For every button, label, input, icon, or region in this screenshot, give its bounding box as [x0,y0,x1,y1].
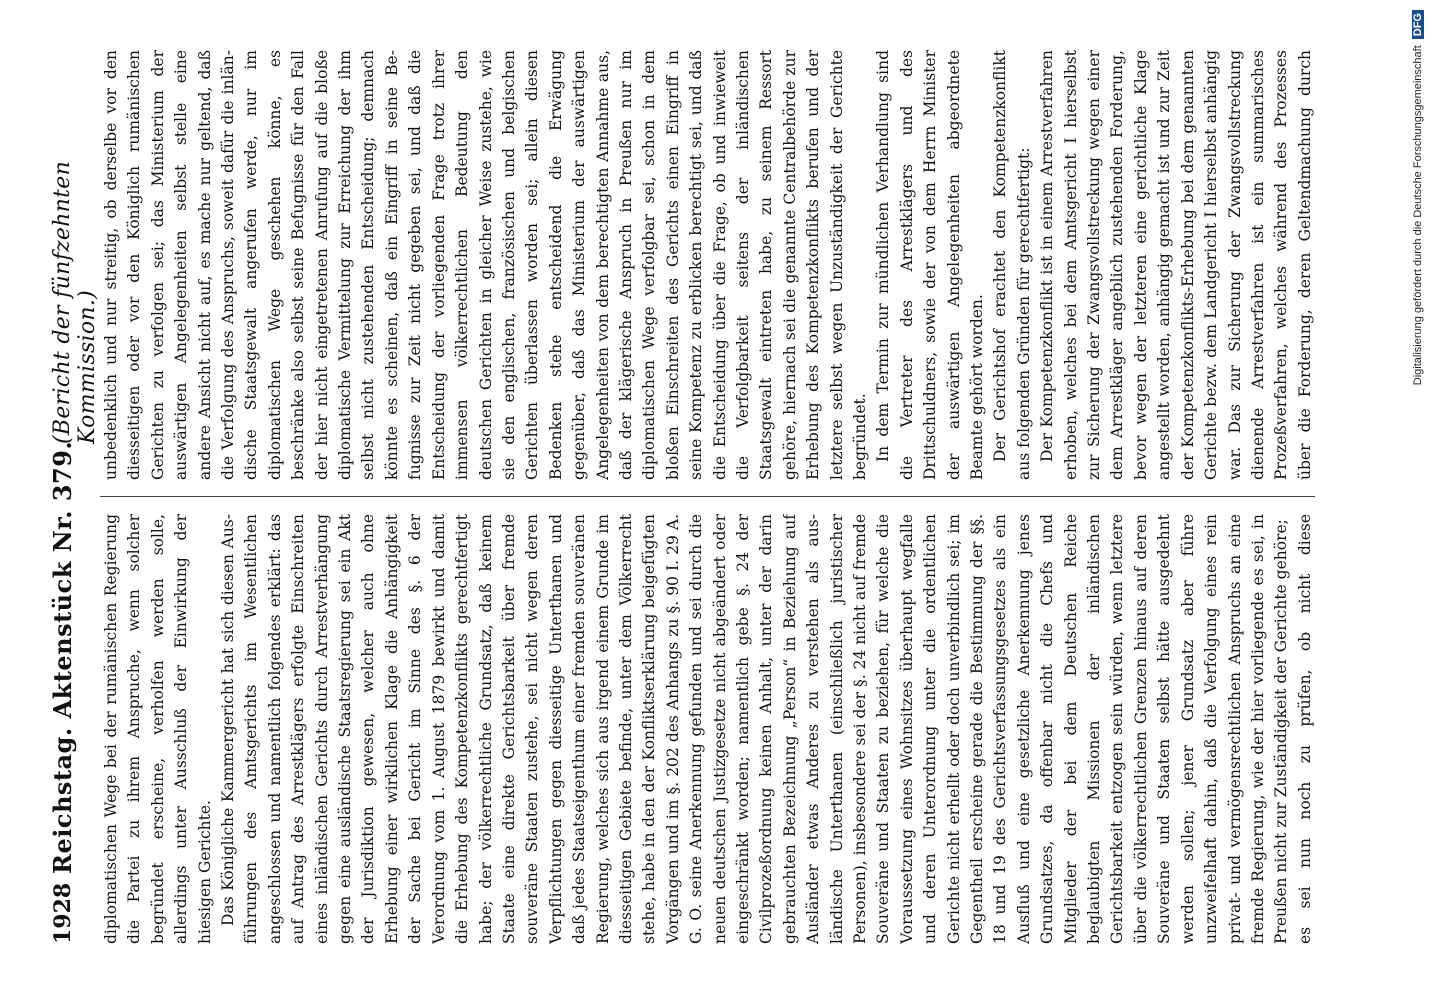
paragraph: In dem Termin zur mündlichen Verhandlung sind die Vertreter des Arrestklägers und des Drittschuldners, sowie der von dem Herrn Minister der auswärtigen Angelegenheiten abgeordnete Beamte gehört worden. [874,50,987,480]
paragraph: diplomatischen Wege bei der rumänischen Regierung die Partei zu ihrem Anspruche, wenn solcher begründet erscheine, verholfen werden solle, allerdings unter Ausschluß der Einwirkung der hiesigen Gerichte. [102,514,214,944]
digitization-credit [1412,10,1424,800]
paragraph: Das Königliche Kammergericht hat sich diesen Ausführungen des Amtsgerichts im Wesentlichen angeschlossen und namentlich folgendes erklärt: das auf Antrag des Arrestklägers erfolgte Einschreiten eines inländischen Gerichts durch Arrestverhängung gegen eine ausländische Staatsregierung sei ein Akt der Jurisdiktion gewesen, welcher auch ohne Erhebung einer wirklichen Klage die Anhängigkeit der Sache bei Gericht im Sinne des §. 6 der Verordnung vom 1. August 1879 bewirkt und damit die Erhebung des Kompetenzkonflikts gerechtfertigt habe; der völkerrechtliche Grundsatz, daß keinem Staate eine direkte Gerichtsbarkeit über fremde souveräne Staaten zustehe, sei nicht wegen deren Verpflichtungen gegen diesseitige Unterthanen und daß jedes Staatseigenthum einer fremden souveränen Regierung, welches sich aus irgend einem Grunde im diesseitigen Gebiete befinde, unter dem Völkerrecht stehe, habe in den der Konfliktserklärung beigefügten Vorgängen und im §. 202 des Anhangs zu §. 90 I. 29 A. G. O. seine Anerkennung gefunden und sei durch die neuen deutschen Justizgesetze nicht abgeändert oder eingeschränkt worden; namentlich gebe §. 24 der Civilprozeßordnung keinen Anhalt, unter der darin gebrauchten Bezeichnung „Person“ in Beziehung auf Ausländer etwas Anderes zu verstehen als ausländische Unterthanen (einschließlich juristischer Personen), insbesondere sei der §. 24 nicht auf fremde Souveräne und Staaten zu beziehen, für welche die Voraussetzung eines Wohnsitzes überhaupt wegfalle und deren Unterordnung unter die ordentlichen Gerichte nicht erhellt oder doch unverbindlich sei; im Gegentheil erscheine gerade die Bestimmung der §§. 18 und 19 des Gerichtsverfassungsgesetzes als ein Ausfluß und eine gesetzliche Anerkennung jenes Grundsatzes, da offenbar nicht die Chefs und Mitglieder der bei dem Deutschen Reiche beglaubigten Missionen der inländischen Gerichtsbarkeit entzogen sein würden, wenn letztere über die völkerrechtlichen Grenzen hinaus auf deren Souveräne und Staaten selbst hätte ausgedehnt werden sollen; jener Grundsatz aber führe unzweifelhaft dahin, daß die Verfolgung eines rein privat- und vermögensrechtlichen Anspruchs an eine fremde Regierung, wie der hier vorliegende es sei, in Preußen nicht zur Zuständigkeit der Gerichte gehöre; [219,514,1291,944]
page-header [44,34,100,944]
paragraph: es sei nun noch zu prüfen, ob nicht diese [1295,514,1314,944]
text-column-left [100,514,1315,944]
page-number: 1928 [50,882,76,944]
text-column-right [100,50,1315,480]
column-divider [100,496,1315,497]
paragraph: Der Kompetenzkonflikt ist in einem Arrestverfahren erhoben, welches bei dem Amtsgericht I hierselbst zur Sicherung der Zwangsvollstreckung wegen einer dem Arrestkläger angeblich zustehenden Forderung, bevor wegen der letzteren eine gerichtliche Klage angestellt worden, anhängig gemacht ist und zur Zeit der Kompetenzkonflikts-Erhebung bei dem genannten Gerichte bezw. dem Landgericht I hierselbst anhängig war. Das zur Sicherung der Zwangsvollstreckung dienende Arrestverfahren ist ein summarisches Prozeßverfahren, welches während des Prozesses über die Forderung, deren Geltendmachung durch [1038,50,1314,480]
document-title: Reichstag. Aktenstück Nr. 379. [48,440,77,874]
paragraph: unbedenklich und nur streitig, ob derselbe vor den diesseitigen oder vor den Königlich rumänischen Gerichten zu verfolgen sei; das Ministerium der auswärtigen Angelegenheiten selbst stelle eine andere Ansicht nicht auf, es mache nur geltend, daß die Verfolgung des Anspruchs, soweit dafür die inländische Staatsgewalt angerufen werde, nur im diplomatischen Wege geschehen könne, es beschränke also selbst seine Befugnisse für den Fall der hier nicht eingetretenen Anrufung auf die bloße diplomatische Vermittelung zur Erreichung der ihm selbst nicht zustehenden Entscheidung; demnach könnte es scheinen, daß ein Eingriff in seine Befugnisse zur Zeit nicht gegeben sei, und daß die Entscheidung der vorliegenden Frage trotz ihrer immensen völkerrechtlichen Bedeutung den deutschen Gerichten in gleicher Weise zustehe, wie sie den englischen, französischen und belgischen Gerichten überlassen worden sei; allein diesen Bedenken stehe entscheidend die Erwägung gegenüber, daß das Ministerium der auswärtigen Angelegenheiten von dem berechtigten Annahme aus, daß der klägerische Anspruch in Preußen nur im diplomatischen Wege verfolgbar sei, schon in dem bloßen Einschreiten des Gerichts einen Eingriff in seine Kompetenz zu erblicken berechtigt sei, und daß die Entscheidung über die Frage, ob und inwieweit die Verfolgbarkeit seitens der inländischen Staatsgewalt eintreten habe, zu seinem Ressort gehöre, hiernach sei die genannte Centralbehörde zur Erhebung des Kompetenzkonflikts berufen und der letztere selbst wegen Unzuständigkeit der Gerichte begründet. [102,50,869,480]
commission-label: (Bericht der fünfzehnten Kommission.) [50,160,100,444]
credit-text: Digitalisierung gefördert durch die Deutsche Forschungsgemeinschaft [1412,45,1424,386]
paragraph: Der Gerichtshof erachtet den Kompetenzkonflikt aus folgenden Gründen für gerechtfertigt: [991,50,1033,480]
dfg-logo: DFG [1412,10,1424,39]
